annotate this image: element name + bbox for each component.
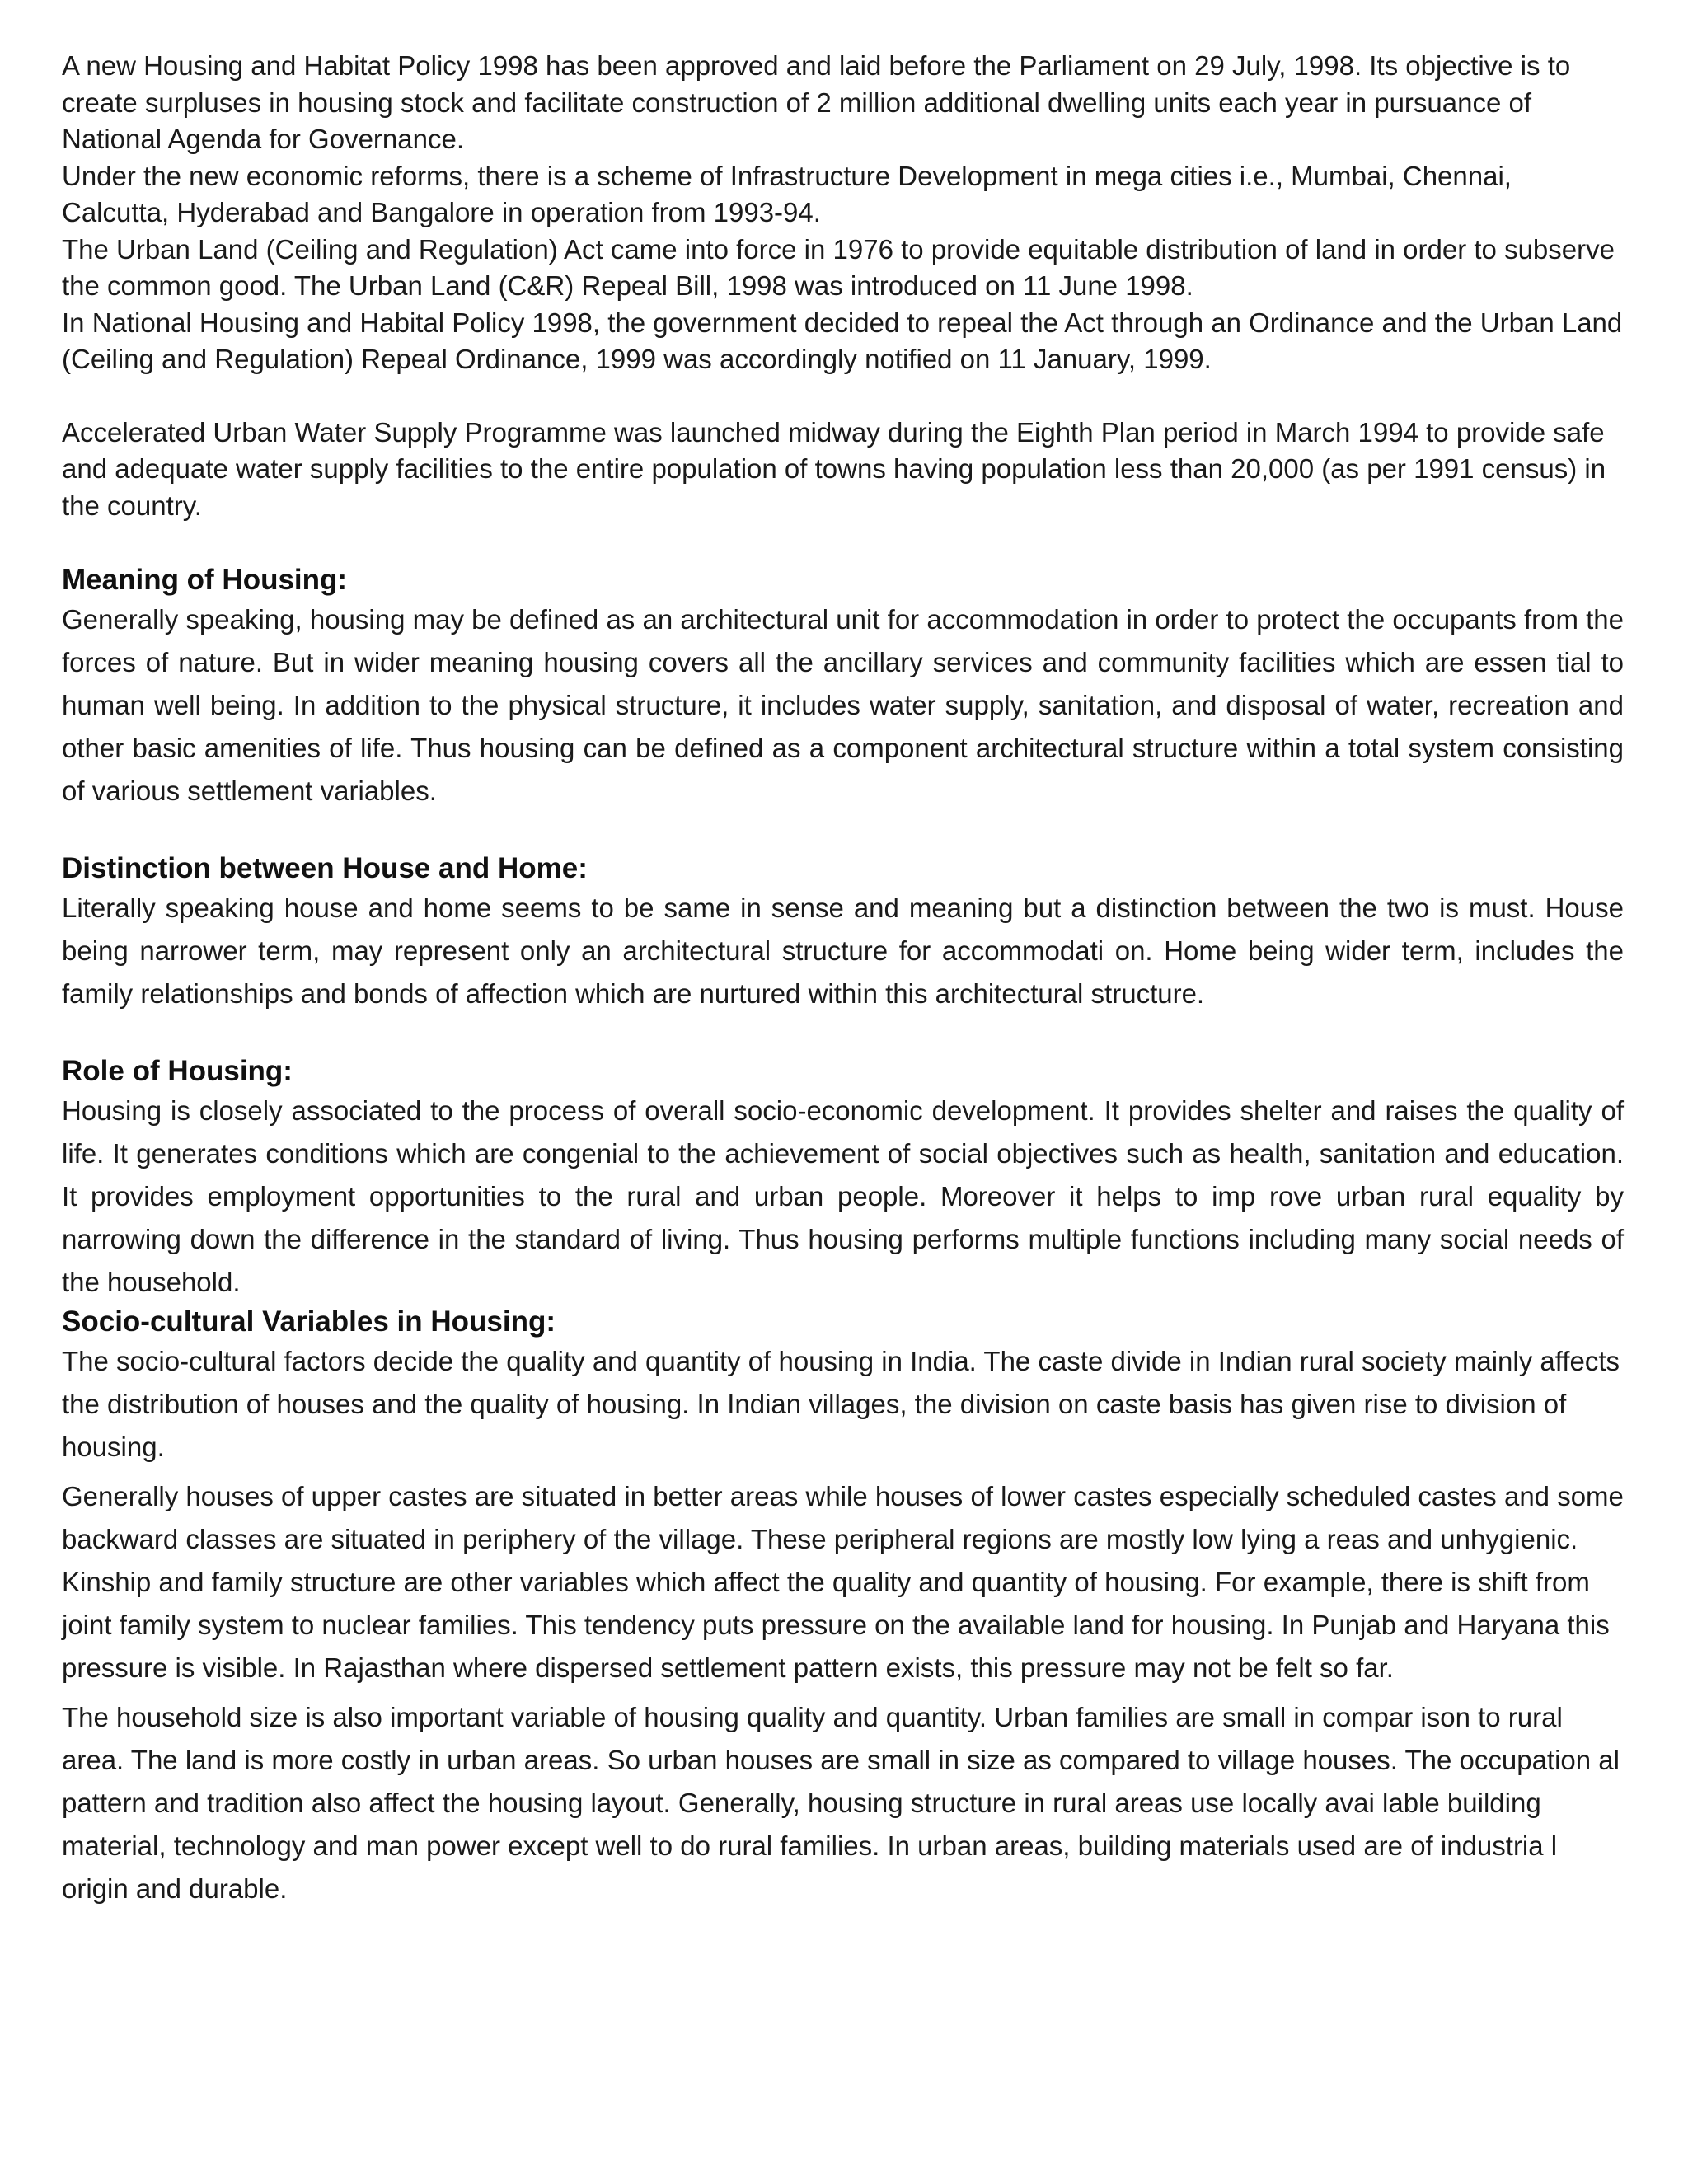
- section-heading: Distinction between House and Home:: [62, 852, 588, 884]
- spacer: [62, 1015, 1624, 1053]
- intro-paragraph-housing-policy: A new Housing and Habitat Policy 1998 has been approved and laid before the Parliament on 29 July, 1998. Its objective is to create surpluses in housing stock and facilitate construction of 2 million additional dwelling units each year in pursuance of National Agenda for Governance.: [62, 50, 1571, 154]
- spacer: [62, 524, 1624, 562]
- section-socio-cultural-variables: [62, 1304, 1624, 1910]
- spacer: [62, 1690, 1624, 1696]
- spacer: [62, 813, 1624, 851]
- section-paragraph: Generally houses of upper castes are situated in better areas while houses of lower castes especially scheduled castes and some backward classes are situated in periphery of the village. These peripheral regions are mostly low lying a reas and unhygienic. Kinship and family structure are other variables which affect the quality and quantity of housing. For example, there is shift from joint family system to nuclear families. This tendency puts pressure on the available land for housing. In Punjab and Haryana this pressure is visible. In Rajasthan where dispersed settlement pattern exists, this pressure may not be felt so far.: [62, 1481, 1624, 1683]
- intro-paragraph-water-supply: Accelerated Urban Water Supply Programme was launched midway during the Eighth Plan period in March 1994 to provide safe and adequate water supply facilities to the entire population of towns having population less than 20,000 (as per 1991 census) in the country.: [62, 416, 1606, 521]
- intro-paragraph-urban-land-act: The Urban Land (Ceiling and Regulation) Act came into force in 1976 to provide equitable distribution of land in order to subserve the common good. The Urban Land (C&R) Repeal Bill, 1998 was introduced on 11 June 1998.: [62, 233, 1615, 301]
- section-house-and-home: [62, 851, 1624, 1015]
- section-role-of-housing: [62, 1053, 1624, 1304]
- spacer: [62, 1469, 1624, 1475]
- section-paragraph: Generally speaking, housing may be defined as an architectural unit for accommodation in order to protect the occupants from the forces of nature. But in wider meaning housing covers all the ancillary services and community facilities which are essen tial to human well being. In addition to the physical structure, it includes water supply, sanitation, and disposal of water, recreation and other basic amenities of life. Thus housing can be defined as a component architectural structure within a total system consisting of various settlement variables.: [62, 604, 1624, 806]
- section-paragraph: Housing is closely associated to the process of overall socio-economic development. It provides shelter and raises the quality of life. It generates conditions which are congenial to the achievement of social objectives such as health, sanitation and education. It provides employment opportunities to the rural and urban people. Moreover it helps to imp rove urban rural equality by narrowing down the difference in the standard of living. Thus housing performs multiple functions including many social needs of the household.: [62, 1095, 1624, 1297]
- intro-section: [62, 48, 1624, 524]
- document-page: [62, 48, 1624, 1910]
- section-heading: Meaning of Housing:: [62, 564, 348, 596]
- spacer: [62, 378, 1624, 415]
- section-paragraph: The socio-cultural factors decide the quality and quantity of housing in India. The caste divide in Indian rural society mainly affects the distribution of houses and the quality of housing. In Indian villages, the division on caste basis has given rise to division of housing.: [62, 1346, 1620, 1462]
- intro-paragraph-repeal-ordinance: In National Housing and Habital Policy 1998, the government decided to repeal the Act through an Ordinance and the Urban Land (Ceiling and Regulation) Repeal Ordinance, 1999 was accordingly notified on 11 January, 1999.: [62, 307, 1623, 374]
- section-heading: Socio-cultural Variables in Housing:: [62, 1305, 556, 1338]
- section-paragraph: The household size is also important variable of housing quality and quantity. Urban families are small in compar ison to rural area. The land is more costly in urban areas. So urban houses are small in size as compared to village houses. The occupation al pattern and tradition also affect the housing layout. Generally, housing structure in rural areas use locally avai lable building material, technology and man power except well to do rural families. In urban areas, building materials used are of industria l origin and durable.: [62, 1702, 1620, 1904]
- intro-paragraph-economic-reforms: Under the new economic reforms, there is a scheme of Infrastructure Development in mega cities i.e., Mumbai, Chennai, Calcutta, Hyderabad and Bangalore in operation from 1993-94.: [62, 160, 1512, 227]
- section-heading: Role of Housing:: [62, 1055, 293, 1087]
- section-meaning-of-housing: [62, 562, 1624, 813]
- section-paragraph: Literally speaking house and home seems to be same in sense and meaning but a distinction between the two is must. House being narrower term, may represent only an architectural structure for accommodati on. Home being wider term, includes the family relationships and bonds of affection which are nurtured within this architectural structure.: [62, 893, 1624, 1009]
